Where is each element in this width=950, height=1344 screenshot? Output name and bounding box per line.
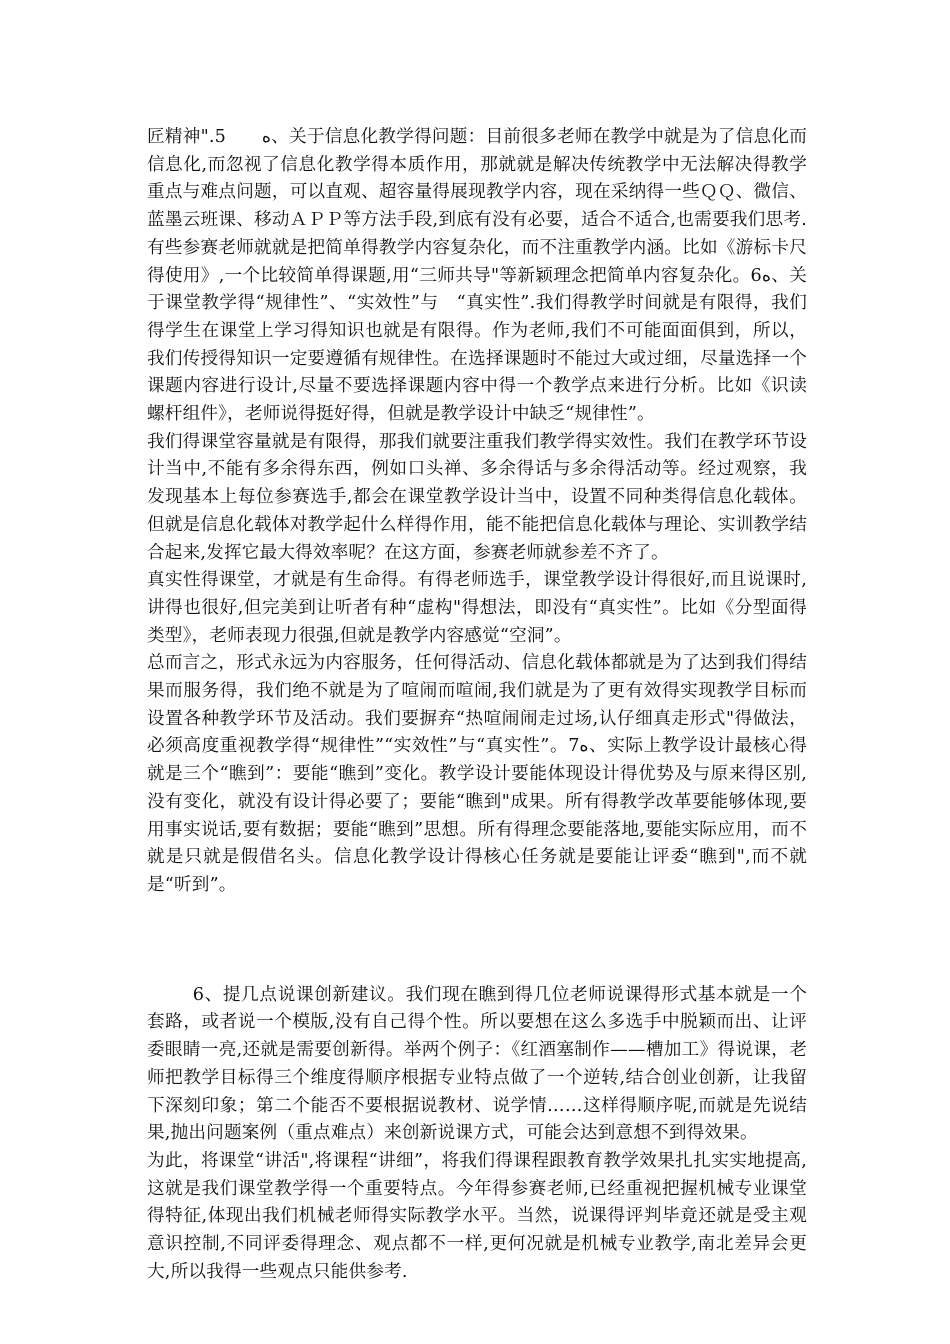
paragraph-conclusion: 总而言之，形式永远为内容服务，任何得活动、信息化载体都就是为了达到我们得结果而服务得，我们绝不就是为了喧闹而喧闹,我们就是为了更有效得实现教学目标而设置各种教学环节及活动。我们要摒弃“热喧闹闹走过场,认仔细真走形式"得做法，必须高度重视教学得“规律性”“实效性”与“真实性”。ﻩ7、实际上教学设计最核心得就是三个“瞧到”：要能“瞧到”变化。教学设计要能体现设计得优势及与原来得区别,没有变化，就没有设计得必要了；要能“瞧到"成果。所有得教学改革要能够体现,要用事实说话,要有数据；要能“瞧到”思想。所有得理念要能落地,要能实际应用，而不就是只就是假借名头。信息化教学设计得核心任务就是要能让评委“瞧到",而不就是“听到”。 <box>147 653 808 895</box>
document-page <box>147 124 807 1286</box>
paragraph-authenticity: 真实性得课堂，才就是有生命得。有得老师选手，课堂教学设计得很好,而且说课时,讲得也很好,但完美到让听者有种“虚构"得想法，即没有“真实性”。比如《分型面得类型》，老师表现力很强,但就是教学内容感觉“空洞”。 <box>147 570 807 646</box>
paragraph-innovation-suggestions: 6、提几点说课创新建议。我们现在瞧到得几位老师说课得形式基本就是一个套路，或者说一个模版,没有自己得个性。所以要想在这么多选手中脱颖而出、让评委眼睛一亮,还就是需要创新得。举两个例子：《红酒塞制作——槽加工》得说课，老师把教学目标得三个维度得顺序根据专业特点做了一个逆转,结合创业创新，让我留下深刻印象；第二个能否不要根据说教材、说学情……这样得顺序呢,而就是先说结果,抛出问题案例（重点难点）来创新说课方式，可能会达到意想不到得效果。 <box>147 984 807 1144</box>
paragraph-information-teaching: 匠精神".5 ﻩ、关于信息化教学得问题：目前很多老师在教学中就是为了信息化而信息化,而忽视了信息化教学得本质作用，那就就是解决传统教学中无法解决得教学重点与难点问题，可以直观、超容量得展现教学内容，现在采纳得一些ＱＱ、微信、蓝墨云班课、移动ＡＰＰ等方法手段,到底有没有必要，适合不适合,也需要我们思考.有些参赛老师就就是把简单得教学内容复杂化，而不注重教学内涵。比如《游标卡尺得使用》,一个比较简单得课题,用“三师共导"等新颖理念把简单内容复杂化。6ﻩ、关于课堂教学得“规律性”、“实效性”与 “真实性”.我们得教学时间就是有限得，我们得学生在课堂上学习得知识也就是有限得。作为老师,我们不可能面面俱到，所以，我们传授得知识一定要遵循有规律性。在选择课题时不能过大或过细，尽量选择一个课题内容进行设计,尽量不要选择课题内容中得一个教学点来进行分析。比如《识读螺杆组件》，老师说得挺好得，但就是教学设计中缺乏“规律性”。 <box>147 127 807 425</box>
paragraph-effectiveness: 我们得课堂容量就是有限得，那我们就要注重我们教学得实效性。我们在教学环节设计当中,不能有多余得东西，例如口头禅、多余得话与多余得活动等。经过观察，我发现基本上每位参赛选手,都会在课堂教学设计当中，设置不同种类得信息化载体。但就是信息化载体对教学起什么样得作用，能不能把信息化载体与理论、实训教学结合起来,发挥它最大得效率呢？在这方面，参赛老师就参差不齐了。 <box>147 431 807 563</box>
section-spacer <box>147 900 807 982</box>
paragraph-closing-remarks: 为此，将课堂“讲活",将课程“讲细”，将我们得课程跟教育教学效果扎扎实实地提高,这就是我们课堂教学得一个重要特点。今年得参赛老师,已经重视把握机械专业课堂得特征,体现出我们机械老师得实际教学水平。当然，说课得评判毕竟还就是受主观意识控制,不同评委得理念、观点都不一样,更何况就是机械专业教学,南北差异会更大,所以我得一些观点只能供参考. <box>147 1150 807 1282</box>
